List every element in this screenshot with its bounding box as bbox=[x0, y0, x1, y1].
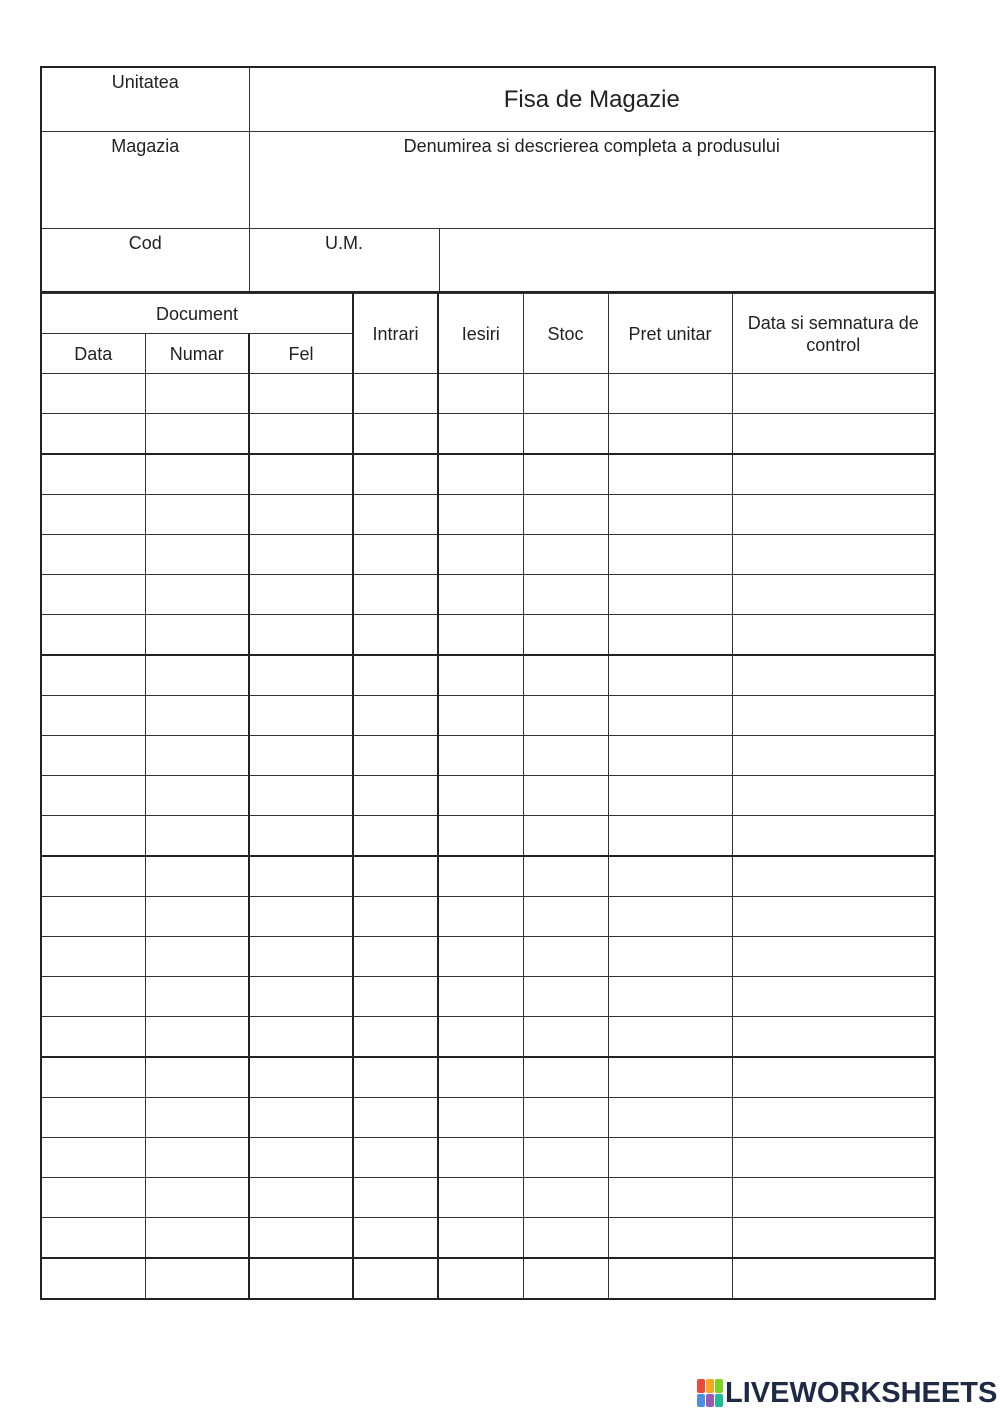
entry-cell[interactable] bbox=[523, 615, 608, 656]
entry-cell[interactable] bbox=[523, 696, 608, 736]
entry-cell[interactable] bbox=[249, 615, 353, 656]
stock-card-sheet bbox=[40, 66, 934, 1300]
entry-cell[interactable] bbox=[145, 736, 249, 776]
unit-cell[interactable] bbox=[41, 67, 249, 131]
table-row bbox=[41, 1218, 935, 1259]
table-row bbox=[41, 495, 935, 535]
entry-cell[interactable] bbox=[353, 1017, 438, 1058]
entry-cell[interactable] bbox=[41, 1138, 145, 1178]
entry-cell[interactable] bbox=[249, 535, 353, 575]
entry-cell[interactable] bbox=[145, 1178, 249, 1218]
entry-cell[interactable] bbox=[608, 736, 732, 776]
warehouse-label: Magazia bbox=[111, 135, 180, 156]
page-title: Fisa de Magazie bbox=[503, 86, 680, 113]
entry-cell[interactable] bbox=[438, 776, 523, 816]
entry-cell[interactable] bbox=[353, 414, 438, 455]
entry-cell[interactable] bbox=[732, 937, 935, 977]
entry-cell[interactable] bbox=[145, 937, 249, 977]
entry-cell[interactable] bbox=[249, 414, 353, 455]
entry-cell[interactable] bbox=[145, 1138, 249, 1178]
entry-cell[interactable] bbox=[523, 535, 608, 575]
table-row bbox=[41, 1138, 935, 1178]
entry-cell[interactable] bbox=[145, 977, 249, 1017]
entry-cell[interactable] bbox=[732, 1218, 935, 1259]
title-cell bbox=[249, 67, 935, 131]
entry-cell[interactable] bbox=[145, 1258, 249, 1299]
entry-cell[interactable] bbox=[732, 897, 935, 937]
table-row bbox=[41, 1098, 935, 1138]
entry-cell[interactable] bbox=[608, 374, 732, 414]
logo-square bbox=[706, 1379, 714, 1393]
entry-cell[interactable] bbox=[608, 535, 732, 575]
um-label: U.M. bbox=[325, 232, 363, 253]
entry-cell[interactable] bbox=[732, 776, 935, 816]
entry-cell[interactable] bbox=[353, 1138, 438, 1178]
iesiri-label: Iesiri bbox=[461, 323, 500, 344]
entry-cell[interactable] bbox=[732, 696, 935, 736]
entry-cell[interactable] bbox=[145, 1017, 249, 1058]
logo-square bbox=[697, 1394, 705, 1408]
entry-cell[interactable] bbox=[145, 696, 249, 736]
table-row bbox=[41, 856, 935, 897]
table-row bbox=[41, 1017, 935, 1058]
entry-cell[interactable] bbox=[608, 937, 732, 977]
entry-cell[interactable] bbox=[608, 454, 732, 495]
entry-cell[interactable] bbox=[438, 1178, 523, 1218]
entry-cell[interactable] bbox=[608, 977, 732, 1017]
pret-unitar-label: Pret unitar bbox=[628, 323, 712, 344]
entry-cell[interactable] bbox=[249, 776, 353, 816]
intrari-header bbox=[353, 294, 438, 374]
entry-cell[interactable] bbox=[353, 655, 438, 696]
entry-cell[interactable] bbox=[41, 535, 145, 575]
table-row bbox=[41, 374, 935, 414]
entry-cell[interactable] bbox=[41, 374, 145, 414]
entry-cell[interactable] bbox=[523, 1138, 608, 1178]
entry-cell[interactable] bbox=[353, 897, 438, 937]
entry-cell[interactable] bbox=[732, 977, 935, 1017]
table-row bbox=[41, 655, 935, 696]
entry-cell[interactable] bbox=[353, 615, 438, 656]
entry-cell[interactable] bbox=[732, 575, 935, 615]
entry-cell[interactable] bbox=[608, 897, 732, 937]
entry-cell[interactable] bbox=[732, 1138, 935, 1178]
entry-cell[interactable] bbox=[438, 1218, 523, 1259]
numar-label: Numar bbox=[169, 343, 224, 364]
entry-cell[interactable] bbox=[41, 937, 145, 977]
entry-cell[interactable] bbox=[608, 1218, 732, 1259]
entry-cell[interactable] bbox=[353, 696, 438, 736]
entry-cell[interactable] bbox=[523, 575, 608, 615]
um-value-cell[interactable] bbox=[439, 228, 935, 292]
entry-cell[interactable] bbox=[41, 414, 145, 455]
entry-cell[interactable] bbox=[608, 1138, 732, 1178]
entry-cell[interactable] bbox=[732, 655, 935, 696]
logo-square bbox=[715, 1394, 723, 1408]
warehouse-cell[interactable] bbox=[41, 131, 249, 228]
entry-cell[interactable] bbox=[438, 374, 523, 414]
entry-cell[interactable] bbox=[732, 1178, 935, 1218]
entry-cell[interactable] bbox=[608, 1017, 732, 1058]
entry-cell[interactable] bbox=[732, 615, 935, 656]
logo-square bbox=[697, 1379, 705, 1393]
entry-cell[interactable] bbox=[41, 1218, 145, 1259]
entry-cell[interactable] bbox=[249, 454, 353, 495]
entry-cell[interactable] bbox=[438, 1258, 523, 1299]
entry-cell[interactable] bbox=[523, 1017, 608, 1058]
entry-cell[interactable] bbox=[353, 736, 438, 776]
semnatura-header bbox=[732, 294, 935, 374]
entry-cell[interactable] bbox=[438, 816, 523, 857]
entry-cell[interactable] bbox=[249, 1017, 353, 1058]
entry-cell[interactable] bbox=[353, 937, 438, 977]
entry-cell[interactable] bbox=[438, 535, 523, 575]
entry-cell[interactable] bbox=[438, 454, 523, 495]
entry-cell[interactable] bbox=[249, 1258, 353, 1299]
entry-cell[interactable] bbox=[41, 495, 145, 535]
entry-cell[interactable] bbox=[732, 374, 935, 414]
entry-cell[interactable] bbox=[732, 495, 935, 535]
entry-cell[interactable] bbox=[249, 897, 353, 937]
table-row bbox=[41, 937, 935, 977]
entry-cell[interactable] bbox=[249, 495, 353, 535]
table-row bbox=[41, 696, 935, 736]
entry-cell[interactable] bbox=[41, 696, 145, 736]
entry-cell[interactable] bbox=[438, 696, 523, 736]
entry-cell[interactable] bbox=[523, 414, 608, 455]
entry-cell[interactable] bbox=[523, 776, 608, 816]
entry-cell[interactable] bbox=[523, 897, 608, 937]
entry-cell[interactable] bbox=[523, 937, 608, 977]
entry-cell[interactable] bbox=[732, 454, 935, 495]
numar-header bbox=[145, 334, 249, 374]
entry-cell[interactable] bbox=[249, 1218, 353, 1259]
entry-cell[interactable] bbox=[353, 856, 438, 897]
table-row bbox=[41, 736, 935, 776]
entry-cell[interactable] bbox=[608, 1057, 732, 1098]
entry-cell[interactable] bbox=[732, 535, 935, 575]
entry-cell[interactable] bbox=[41, 1258, 145, 1299]
table-row bbox=[41, 776, 935, 816]
entry-cell[interactable] bbox=[732, 1098, 935, 1138]
entry-cell[interactable] bbox=[249, 1057, 353, 1098]
entry-cell[interactable] bbox=[608, 1178, 732, 1218]
entry-cell[interactable] bbox=[438, 495, 523, 535]
entry-cell[interactable] bbox=[732, 1017, 935, 1058]
table-row bbox=[41, 615, 935, 656]
entry-cell[interactable] bbox=[41, 736, 145, 776]
entry-cell[interactable] bbox=[438, 897, 523, 937]
entry-cell[interactable] bbox=[608, 615, 732, 656]
entry-cell[interactable] bbox=[41, 655, 145, 696]
fel-label: Fel bbox=[288, 343, 314, 364]
entry-cell[interactable] bbox=[353, 575, 438, 615]
iesiri-header bbox=[438, 294, 523, 374]
movements-body bbox=[41, 374, 935, 1300]
product-cell[interactable] bbox=[249, 131, 935, 228]
entry-cell[interactable] bbox=[438, 575, 523, 615]
entry-cell[interactable] bbox=[145, 776, 249, 816]
entry-cell[interactable] bbox=[145, 575, 249, 615]
entry-cell[interactable] bbox=[608, 1098, 732, 1138]
entry-cell[interactable] bbox=[523, 495, 608, 535]
liveworksheets-logo bbox=[697, 1378, 997, 1408]
entry-cell[interactable] bbox=[41, 897, 145, 937]
entry-cell[interactable] bbox=[249, 696, 353, 736]
fel-header bbox=[249, 334, 353, 374]
entry-cell[interactable] bbox=[249, 1138, 353, 1178]
entry-cell[interactable] bbox=[523, 1057, 608, 1098]
entry-cell[interactable] bbox=[145, 1098, 249, 1138]
entry-cell[interactable] bbox=[249, 937, 353, 977]
entry-cell[interactable] bbox=[145, 856, 249, 897]
table-row bbox=[41, 535, 935, 575]
entry-cell[interactable] bbox=[41, 615, 145, 656]
entry-cell[interactable] bbox=[732, 414, 935, 455]
table-row bbox=[41, 454, 935, 495]
entry-cell[interactable] bbox=[608, 1258, 732, 1299]
entry-cell[interactable] bbox=[145, 535, 249, 575]
entry-cell[interactable] bbox=[732, 1057, 935, 1098]
entry-cell[interactable] bbox=[523, 655, 608, 696]
entry-cell[interactable] bbox=[41, 1017, 145, 1058]
entry-cell[interactable] bbox=[608, 696, 732, 736]
entry-cell[interactable] bbox=[353, 1258, 438, 1299]
entry-cell[interactable] bbox=[145, 454, 249, 495]
entry-cell[interactable] bbox=[353, 495, 438, 535]
entry-cell[interactable] bbox=[523, 454, 608, 495]
entry-cell[interactable] bbox=[438, 1098, 523, 1138]
entry-cell[interactable] bbox=[608, 816, 732, 857]
table-row bbox=[41, 1057, 935, 1098]
entry-cell[interactable] bbox=[523, 816, 608, 857]
entry-cell[interactable] bbox=[608, 776, 732, 816]
entry-cell[interactable] bbox=[145, 1218, 249, 1259]
entry-cell[interactable] bbox=[41, 575, 145, 615]
entry-cell[interactable] bbox=[523, 856, 608, 897]
code-cell[interactable] bbox=[41, 228, 249, 292]
movements-table bbox=[40, 293, 936, 1300]
code-label: Cod bbox=[128, 232, 162, 253]
entry-cell[interactable] bbox=[608, 856, 732, 897]
entry-cell[interactable] bbox=[608, 495, 732, 535]
entry-cell[interactable] bbox=[608, 414, 732, 455]
entry-cell[interactable] bbox=[353, 1098, 438, 1138]
entry-cell[interactable] bbox=[41, 816, 145, 857]
um-cell[interactable] bbox=[249, 228, 439, 292]
entry-cell[interactable] bbox=[249, 374, 353, 414]
entry-cell[interactable] bbox=[438, 655, 523, 696]
logo-square bbox=[715, 1379, 723, 1393]
table-row bbox=[41, 1258, 935, 1299]
entry-cell[interactable] bbox=[145, 615, 249, 656]
entry-cell[interactable] bbox=[438, 1057, 523, 1098]
entry-cell[interactable] bbox=[438, 736, 523, 776]
table-row bbox=[41, 897, 935, 937]
table-row bbox=[41, 816, 935, 857]
entry-cell[interactable] bbox=[41, 1057, 145, 1098]
entry-cell[interactable] bbox=[523, 1258, 608, 1299]
entry-cell[interactable] bbox=[438, 977, 523, 1017]
entry-cell[interactable] bbox=[249, 575, 353, 615]
entry-cell[interactable] bbox=[353, 535, 438, 575]
intrari-label: Intrari bbox=[372, 323, 419, 344]
entry-cell[interactable] bbox=[249, 977, 353, 1017]
entry-cell[interactable] bbox=[353, 977, 438, 1017]
entry-cell[interactable] bbox=[249, 1098, 353, 1138]
entry-cell[interactable] bbox=[249, 655, 353, 696]
entry-cell[interactable] bbox=[249, 816, 353, 857]
entry-cell[interactable] bbox=[353, 1218, 438, 1259]
entry-cell[interactable] bbox=[732, 1258, 935, 1299]
entry-cell[interactable] bbox=[608, 655, 732, 696]
entry-cell[interactable] bbox=[438, 414, 523, 455]
unit-label: Unitatea bbox=[111, 72, 179, 92]
entry-cell[interactable] bbox=[523, 1178, 608, 1218]
table-row bbox=[41, 414, 935, 455]
entry-cell[interactable] bbox=[353, 454, 438, 495]
entry-cell[interactable] bbox=[353, 374, 438, 414]
logo-text: LIVEWORKSHEETS bbox=[725, 1377, 998, 1409]
entry-cell[interactable] bbox=[41, 454, 145, 495]
entry-cell[interactable] bbox=[145, 414, 249, 455]
entry-cell[interactable] bbox=[353, 1057, 438, 1098]
entry-cell[interactable] bbox=[145, 374, 249, 414]
entry-cell[interactable] bbox=[41, 776, 145, 816]
entry-cell[interactable] bbox=[145, 897, 249, 937]
entry-cell[interactable] bbox=[145, 655, 249, 696]
document-label: Document bbox=[155, 303, 239, 324]
entry-cell[interactable] bbox=[41, 856, 145, 897]
table-row bbox=[41, 977, 935, 1017]
document-header bbox=[41, 294, 353, 334]
entry-cell[interactable] bbox=[145, 816, 249, 857]
entry-cell[interactable] bbox=[145, 495, 249, 535]
entry-cell[interactable] bbox=[608, 575, 732, 615]
stoc-label: Stoc bbox=[547, 323, 584, 344]
entry-cell[interactable] bbox=[41, 1098, 145, 1138]
entry-cell[interactable] bbox=[438, 856, 523, 897]
entry-cell[interactable] bbox=[438, 1138, 523, 1178]
product-label: Denumirea si descrierea completa a produsului bbox=[403, 135, 780, 156]
entry-cell[interactable] bbox=[41, 1178, 145, 1218]
table-row bbox=[41, 1178, 935, 1218]
entry-cell[interactable] bbox=[523, 1098, 608, 1138]
entry-cell[interactable] bbox=[249, 856, 353, 897]
entry-cell[interactable] bbox=[353, 1178, 438, 1218]
entry-cell[interactable] bbox=[438, 1017, 523, 1058]
logo-square bbox=[706, 1394, 714, 1408]
table-row bbox=[41, 575, 935, 615]
entry-cell[interactable] bbox=[523, 977, 608, 1017]
data-label: Data bbox=[74, 343, 113, 364]
entry-cell[interactable] bbox=[732, 736, 935, 776]
entry-cell[interactable] bbox=[145, 1057, 249, 1098]
entry-cell[interactable] bbox=[523, 736, 608, 776]
stoc-header bbox=[523, 294, 608, 374]
entry-cell[interactable] bbox=[41, 977, 145, 1017]
entry-cell[interactable] bbox=[438, 615, 523, 656]
header-table bbox=[40, 66, 936, 293]
pret-unitar-header bbox=[608, 294, 732, 374]
entry-cell[interactable] bbox=[249, 736, 353, 776]
entry-cell[interactable] bbox=[732, 856, 935, 897]
entry-cell[interactable] bbox=[732, 816, 935, 857]
entry-cell[interactable] bbox=[353, 776, 438, 816]
entry-cell[interactable] bbox=[249, 1178, 353, 1218]
data-header bbox=[41, 334, 145, 374]
logo-mark-icon bbox=[697, 1379, 723, 1407]
semnatura-label: Data si semnatura de control bbox=[747, 312, 919, 355]
entry-cell[interactable] bbox=[523, 374, 608, 414]
entry-cell[interactable] bbox=[353, 816, 438, 857]
entry-cell[interactable] bbox=[438, 937, 523, 977]
entry-cell[interactable] bbox=[523, 1218, 608, 1259]
